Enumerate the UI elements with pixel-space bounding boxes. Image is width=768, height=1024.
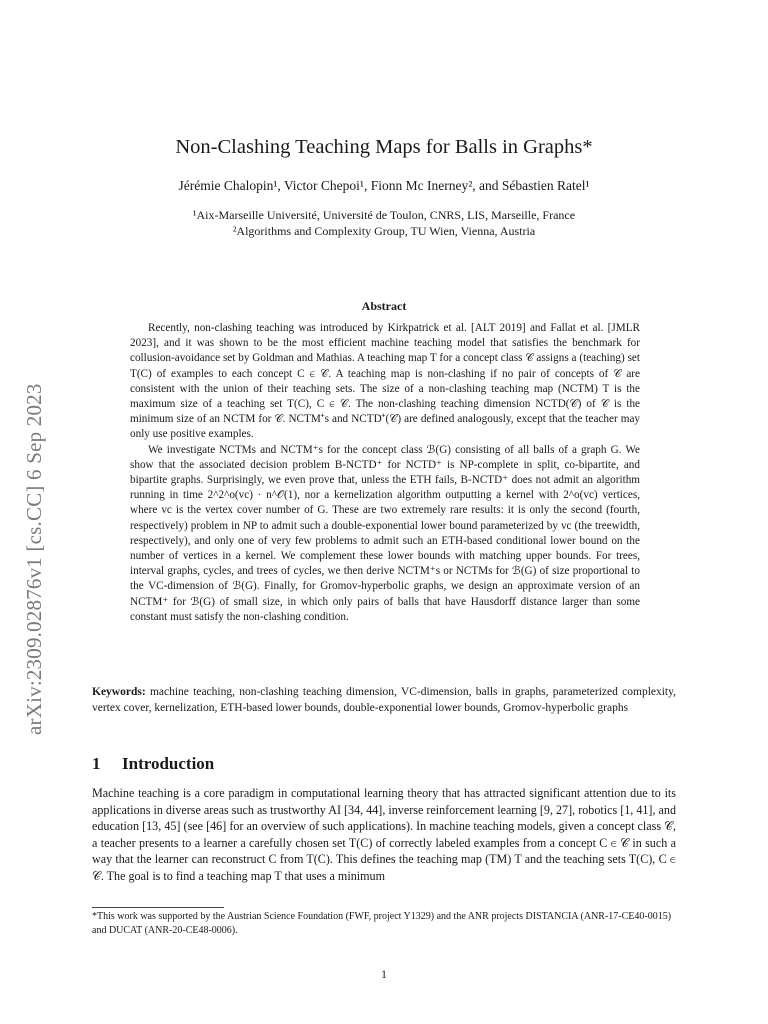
abstract-paragraph-2: We investigate NCTMs and NCTM⁺s for the concept class ℬ(G) consisting of all balls of a graph G. We show that the associated decision problem B-NCTD⁺ for NCTD⁺ is NP-complete in split, co-bipartite, and bipartite graphs. Surprisingly, we even prove that, unless the ETH fails, B-NCTD⁺ does not admit an algorithm running in time 2^2^o(vc) · n^𝒪(1), nor a kernelization algorithm outputting a kernel with 2^o(vc) vertices, where vc is the vertex cover number of G. These are two extremely rare results: it is only the second (fourth, respectively) problem in NP to admit such a double-exponential lower bound parameterized by vc (the treewidth, respectively), and only one of very few problems to admit such an ETH-based conditional lower bound on the number of vertices in a kernel. We complement these lower bounds with matching upper bounds. For trees, interval graphs, cycles, and trees of cycles, we then derive NCTM⁺s or NCTMs for ℬ(G) of size proportional to the VC-dimension of ℬ(G). Finally, for Gromov-hyperbolic graphs, we design an approximate version of an NCTM⁺ for ℬ(G) of small size, in which only pairs of balls that have Hausdorff distance larger than some constant must satisfy the non-clashing condition. — [130, 443, 640, 623]
introduction-paragraph: Machine teaching is a core paradigm in computational learning theory that has attracted significant attention due to its applications in diverse areas such as trustworthy AI [34, 44], inverse reinforcement learning [9, 27], robotics [1, 41], and education [13, 45] (see [46] for an overview of such applications). In machine teaching models, given a concept class 𝒞, a teacher presents to a learner a carefully chosen set T(C) of correctly labeled examples from a concept C ∈ 𝒞 in such a way that the learner can reconstruct C from T(C). This defines the teaching map (TM) T and the teaching sets T(C), C ∈ 𝒞. The goal is to find a teaching map T that uses a minimum — [92, 786, 676, 883]
affiliation-1: ¹Aix-Marseille Université, Université de Toulon, CNRS, LIS, Marseille, France — [192, 208, 576, 222]
keywords-text: machine teaching, non-clashing teaching dimension, VC-dimension, balls in graphs, parameterized complexity, vertex cover, kernelization, ETH-based lower bounds, double-exponential lower bounds, Gromov-hyperbolic graphs — [92, 686, 677, 714]
keywords-label: Keywords: — [92, 686, 146, 698]
affiliation-2: ²Algorithms and Complexity Group, TU Wien, Vienna, Austria — [232, 224, 536, 238]
page-number: 1 — [381, 967, 387, 981]
section-number: 1 — [92, 754, 101, 773]
footnote: *This work was supported by the Austrian Science Foundation (FWF, project Y1329) and the ANR projects DISTANCIA (ANR-17-CE40-0015) and DUCAT (ANR-20-CE48-0006). — [92, 911, 672, 936]
abstract-heading: Abstract — [361, 299, 407, 313]
paper-title: Non-Clashing Teaching Maps for Balls in Graphs* — [175, 136, 593, 158]
abstract-body — [130, 321, 640, 625]
section-title: Introduction — [122, 754, 215, 773]
section-heading — [92, 754, 214, 774]
author-list: Jérémie Chalopin¹, Victor Chepoi¹, Fionn Mc Inerney², and Sébastien Ratel¹ — [178, 178, 590, 193]
footnote-divider — [92, 907, 224, 908]
arxiv-stamp[interactable]: arXiv:2309.02876v1 [cs.CC] 6 Sep 2023 — [22, 383, 46, 735]
abstract-paragraph-1: Recently, non-clashing teaching was introduced by Kirkpatrick et al. [ALT 2019] and Fallat et al. [JMLR 2023], and it was shown to be the most efficient machine teaching model that satisfies the benchmark for collusion-avoidance set by Goldman and Mathias. A teaching map T for a concept class 𝒞 assigns a (teaching) set T(C) of examples to each concept C ∈ 𝒞. A teaching map is non-clashing if no pair of concepts of 𝒞 are consistent with the union of their teaching sets. The size of a non-clashing teaching map (NCTM) T is the maximum size of a teaching set T(C), C ∈ 𝒞. The non-clashing teaching dimension NCTD(𝒞) of 𝒞 is the minimum size of an NCTM for 𝒞. NCTM⁺s and NCTD⁺(𝒞) are defined analogously, except that the teacher may only use positive examples. — [130, 322, 640, 441]
affiliations — [92, 207, 676, 239]
keywords — [92, 684, 676, 716]
